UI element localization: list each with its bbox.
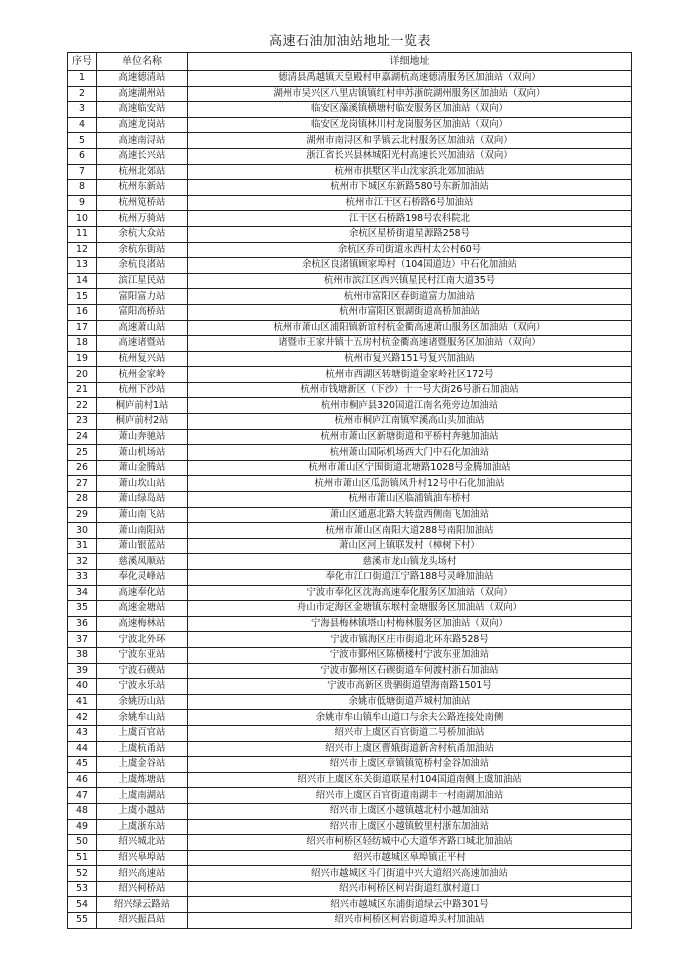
station-address: 杭州萧山国际机场西大门中石化加油站 — [188, 445, 632, 461]
station-name: 萧山机场站 — [97, 445, 188, 461]
row-index: 55 — [68, 913, 97, 929]
station-name: 高速梅林站 — [97, 616, 188, 632]
station-address: 杭州市萧山区浦阳镇新谊村杭金衢高速萧山服务区加油站（双向） — [188, 320, 632, 336]
station-name: 宁波东亚站 — [97, 647, 188, 663]
table-row — [68, 289, 632, 305]
table-row — [68, 616, 632, 632]
station-address: 绍兴市上虞区章镇镇笕桥村金谷加油站 — [188, 757, 632, 773]
station-name: 高速南浔站 — [97, 133, 188, 149]
row-index: 29 — [68, 507, 97, 523]
table-row — [68, 492, 632, 508]
station-name: 杭州东新站 — [97, 180, 188, 196]
table-row — [68, 881, 632, 897]
row-index: 24 — [68, 429, 97, 445]
row-index: 48 — [68, 803, 97, 819]
station-address: 绍兴市越城区斗门街道中兴大道绍兴高速加油站 — [188, 866, 632, 882]
station-name: 高速临安站 — [97, 102, 188, 118]
station-address: 绍兴市越城区皋埠镇正平村 — [188, 850, 632, 866]
table-row — [68, 273, 632, 289]
row-index: 9 — [68, 195, 97, 211]
station-address: 临安区龙岗镇林川村龙岗服务区加油站（双向） — [188, 117, 632, 133]
table-row — [68, 102, 632, 118]
row-index: 49 — [68, 819, 97, 835]
station-address: 奉化市江口街道江宁路188号灵峰加油站 — [188, 570, 632, 586]
table-row — [68, 320, 632, 336]
row-index: 38 — [68, 647, 97, 663]
table-row — [68, 117, 632, 133]
station-address: 诸暨市王家井镇十五房村杭金衢高速诸暨服务区加油站（双向） — [188, 336, 632, 352]
table-row — [68, 663, 632, 679]
station-name: 桐庐前村1站 — [97, 398, 188, 414]
row-index: 21 — [68, 382, 97, 398]
station-name: 高速金塘站 — [97, 601, 188, 617]
station-address: 绍兴市柯桥区柯岩街道埠头村加油站 — [188, 913, 632, 929]
station-name: 富阳高桥站 — [97, 304, 188, 320]
row-index: 53 — [68, 881, 97, 897]
station-name: 余杭东街站 — [97, 242, 188, 258]
station-name: 上虞杭甬站 — [97, 741, 188, 757]
table-row — [68, 367, 632, 383]
row-index: 20 — [68, 367, 97, 383]
station-address: 杭州市富阳区春街道富力加油站 — [188, 289, 632, 305]
table-row — [68, 741, 632, 757]
station-address: 绍兴市柯桥区轻纺城中心大道华齐路口城北加油站 — [188, 835, 632, 851]
station-address: 绍兴市上虞区百官街道南湖丰一村南湖加油站 — [188, 788, 632, 804]
table-row — [68, 460, 632, 476]
row-index: 31 — [68, 538, 97, 554]
row-index: 39 — [68, 663, 97, 679]
row-index: 30 — [68, 523, 97, 539]
row-index: 3 — [68, 102, 97, 118]
table-row — [68, 601, 632, 617]
row-index: 23 — [68, 414, 97, 430]
row-index: 34 — [68, 585, 97, 601]
row-index: 42 — [68, 710, 97, 726]
station-name: 萧山南阳站 — [97, 523, 188, 539]
row-index: 12 — [68, 242, 97, 258]
station-name: 高速龙岗站 — [97, 117, 188, 133]
table-row — [68, 304, 632, 320]
header-index: 序号 — [68, 53, 97, 71]
row-index: 26 — [68, 460, 97, 476]
station-address: 宁海县梅林镇塔山村梅林服务区加油站（双向） — [188, 616, 632, 632]
station-address: 杭州市滨江区西兴镇星民村江南大道35号 — [188, 273, 632, 289]
station-name: 奉化灵峰站 — [97, 570, 188, 586]
station-name: 上虞百官站 — [97, 725, 188, 741]
station-address: 杭州市富阳区银湖街道高桥加油站 — [188, 304, 632, 320]
station-name: 滨江星民站 — [97, 273, 188, 289]
station-name: 高速德清站 — [97, 71, 188, 87]
table-row — [68, 258, 632, 274]
table-row — [68, 71, 632, 87]
station-address: 萧山区河上镇联发村（樟树下村） — [188, 538, 632, 554]
row-index: 52 — [68, 866, 97, 882]
station-name: 上虞浙东站 — [97, 819, 188, 835]
station-name: 桐庐前村2站 — [97, 414, 188, 430]
station-address: 绍兴市柯桥区柯岩街道红旗村道口 — [188, 881, 632, 897]
station-address: 萧山区通惠北路大转盘西侧南飞加油站 — [188, 507, 632, 523]
row-index: 16 — [68, 304, 97, 320]
table-row — [68, 850, 632, 866]
station-name: 杭州笕桥站 — [97, 195, 188, 211]
station-address: 绍兴市上虞区小越镇越北村小越加油站 — [188, 803, 632, 819]
table-body — [68, 71, 632, 929]
station-address: 绍兴市上虞区百官街道二号桥加油站 — [188, 725, 632, 741]
header-address: 详细地址 — [188, 53, 632, 71]
table-row — [68, 757, 632, 773]
station-address: 绍兴市越城区东浦街道绿云中路301号 — [188, 897, 632, 913]
table-row — [68, 772, 632, 788]
station-address: 余姚市低塘街道芦城村加油站 — [188, 694, 632, 710]
station-address: 宁波市鄞州区陈横楼村宁波东亚加油站 — [188, 647, 632, 663]
table-row — [68, 866, 632, 882]
station-address: 江干区石桥路198号农科院北 — [188, 211, 632, 227]
station-address: 舟山市定海区金塘镇东堠村金塘服务区加油站（双向） — [188, 601, 632, 617]
station-address: 宁波市高新区贵驷街道望海南路1501号 — [188, 679, 632, 695]
table-row — [68, 476, 632, 492]
row-index: 28 — [68, 492, 97, 508]
table-row — [68, 523, 632, 539]
row-index: 36 — [68, 616, 97, 632]
row-index: 22 — [68, 398, 97, 414]
table-row — [68, 835, 632, 851]
row-index: 19 — [68, 351, 97, 367]
station-address: 杭州市萧山区瓜沥镇凤升村12号中石化加油站 — [188, 476, 632, 492]
table-row — [68, 679, 632, 695]
table-row — [68, 226, 632, 242]
row-index: 7 — [68, 164, 97, 180]
station-address: 杭州市拱墅区半山沈家浜北郊加油站 — [188, 164, 632, 180]
row-index: 4 — [68, 117, 97, 133]
table-row — [68, 148, 632, 164]
station-address: 杭州市桐庐县320国道江南名苑旁边加油站 — [188, 398, 632, 414]
station-name: 萧山南飞站 — [97, 507, 188, 523]
station-name: 绍兴皋埠站 — [97, 850, 188, 866]
station-address: 杭州市钱塘新区（下沙）十一号大街26号浙石加油站 — [188, 382, 632, 398]
table-row — [68, 647, 632, 663]
row-index: 50 — [68, 835, 97, 851]
table-row — [68, 585, 632, 601]
station-address: 余姚市牟山镇牟山道口与余夫公路连接处南侧 — [188, 710, 632, 726]
station-name: 高速诸暨站 — [97, 336, 188, 352]
table-row — [68, 819, 632, 835]
station-address: 浙江省长兴县林城阳光村高速长兴加油站（双向） — [188, 148, 632, 164]
station-address: 湖州市南浔区和孚镇云北村服务区加油站（双向） — [188, 133, 632, 149]
station-name: 绍兴城北站 — [97, 835, 188, 851]
station-name: 余姚牟山站 — [97, 710, 188, 726]
table-row — [68, 507, 632, 523]
table-row — [68, 554, 632, 570]
station-name: 宁波石碶站 — [97, 663, 188, 679]
table-row — [68, 164, 632, 180]
table-row — [68, 398, 632, 414]
station-name: 绍兴柯桥站 — [97, 881, 188, 897]
document-title: 高速石油加油站地址一览表 — [268, 34, 431, 49]
row-index: 8 — [68, 180, 97, 196]
table-row — [68, 694, 632, 710]
station-address: 宁波市奉化区沈海高速奉化服务区加油站（双向） — [188, 585, 632, 601]
station-address: 宁波市镇海区庄市街道北环东路528号 — [188, 632, 632, 648]
station-name: 萧山银蓝站 — [97, 538, 188, 554]
station-name: 慈溪凤顺站 — [97, 554, 188, 570]
station-name: 萧山奔驰站 — [97, 429, 188, 445]
station-name: 富阳富力站 — [97, 289, 188, 305]
station-address: 绍兴市上虞区东关街道联星村104国道南侧上虞加油站 — [188, 772, 632, 788]
table-row — [68, 414, 632, 430]
table-row — [68, 242, 632, 258]
row-index: 46 — [68, 772, 97, 788]
row-index: 41 — [68, 694, 97, 710]
row-index: 2 — [68, 86, 97, 102]
table-row — [68, 382, 632, 398]
station-address: 杭州市复兴路151号复兴加油站 — [188, 351, 632, 367]
row-index: 1 — [68, 71, 97, 87]
table-row — [68, 133, 632, 149]
table-row — [68, 897, 632, 913]
row-index: 6 — [68, 148, 97, 164]
row-index: 17 — [68, 320, 97, 336]
station-name: 杭州北郊站 — [97, 164, 188, 180]
table-header-row — [68, 53, 632, 71]
table-row — [68, 195, 632, 211]
row-index: 18 — [68, 336, 97, 352]
station-name: 绍兴高速站 — [97, 866, 188, 882]
station-name: 萧山金腾站 — [97, 460, 188, 476]
row-index: 51 — [68, 850, 97, 866]
table-row — [68, 180, 632, 196]
station-name: 宁波北外环 — [97, 632, 188, 648]
station-name: 高速奉化站 — [97, 585, 188, 601]
station-address: 德清县禹越镇天皇殿村申嘉湖杭高速德清服务区加油站（双向） — [188, 71, 632, 87]
row-index: 54 — [68, 897, 97, 913]
station-name: 余杭大众站 — [97, 226, 188, 242]
row-index: 47 — [68, 788, 97, 804]
station-address: 杭州市下城区东新路580号东新加油站 — [188, 180, 632, 196]
station-table — [67, 52, 632, 929]
table-row — [68, 632, 632, 648]
station-name: 余杭良渚站 — [97, 258, 188, 274]
station-address: 绍兴市上虞区小越镇鮫里村浙东加油站 — [188, 819, 632, 835]
table-row — [68, 445, 632, 461]
station-name: 高速湖州站 — [97, 86, 188, 102]
row-index: 43 — [68, 725, 97, 741]
station-name: 高速萧山站 — [97, 320, 188, 336]
station-name: 上虞小越站 — [97, 803, 188, 819]
station-name: 杭州下沙站 — [97, 382, 188, 398]
table-row — [68, 86, 632, 102]
table-row — [68, 336, 632, 352]
station-name: 杭州万骑站 — [97, 211, 188, 227]
station-name: 上虞金谷站 — [97, 757, 188, 773]
row-index: 14 — [68, 273, 97, 289]
station-address: 宁波市鄞州区石碶街道车何渡村浙石加油站 — [188, 663, 632, 679]
table-row — [68, 913, 632, 929]
row-index: 25 — [68, 445, 97, 461]
station-name: 高速长兴站 — [97, 148, 188, 164]
station-name: 上虞炼塘站 — [97, 772, 188, 788]
station-address: 杭州市萧山区临浦镇油车桥村 — [188, 492, 632, 508]
row-index: 11 — [68, 226, 97, 242]
station-name: 萧山绿岛站 — [97, 492, 188, 508]
station-name: 杭州复兴站 — [97, 351, 188, 367]
table-row — [68, 429, 632, 445]
table-row — [68, 351, 632, 367]
station-address: 余杭区良渚镇顾家埠村（104国道边）中石化加油站 — [188, 258, 632, 274]
station-address: 绍兴市上虞区曹娥街道新舍村杭甬加油站 — [188, 741, 632, 757]
row-index: 5 — [68, 133, 97, 149]
station-name: 宁波永乐站 — [97, 679, 188, 695]
station-name: 上虞南湖站 — [97, 788, 188, 804]
station-name: 绍兴振昌站 — [97, 913, 188, 929]
table-row — [68, 570, 632, 586]
table-row — [68, 538, 632, 554]
station-address: 慈溪市龙山镇龙头场村 — [188, 554, 632, 570]
station-name: 余姚历山站 — [97, 694, 188, 710]
row-index: 27 — [68, 476, 97, 492]
row-index: 15 — [68, 289, 97, 305]
table-row — [68, 725, 632, 741]
table-row — [68, 710, 632, 726]
station-address: 杭州市桐庐江南镇窄溪高山头加油站 — [188, 414, 632, 430]
station-name: 杭州金家岭 — [97, 367, 188, 383]
row-index: 35 — [68, 601, 97, 617]
station-address: 杭州市西湖区转塘街道金家岭社区172号 — [188, 367, 632, 383]
table-row — [68, 788, 632, 804]
row-index: 40 — [68, 679, 97, 695]
station-address: 临安区藻溪镇横塘村临安服务区加油站（双向） — [188, 102, 632, 118]
station-name: 绍兴绿云路站 — [97, 897, 188, 913]
table-row — [68, 211, 632, 227]
row-index: 32 — [68, 554, 97, 570]
station-address: 湖州市吴兴区八里店镇镇红村申苏浙皖湖州服务区加油站（双向） — [188, 86, 632, 102]
station-address: 余杭区乔司街道永西村太公村60号 — [188, 242, 632, 258]
station-address: 杭州市萧山区新塘街道和平桥村奔驰加油站 — [188, 429, 632, 445]
station-address: 杭州市萧山区南阳大道288号南阳加油站 — [188, 523, 632, 539]
station-name: 萧山坎山站 — [97, 476, 188, 492]
station-address: 杭州市江干区石桥路6号加油站 — [188, 195, 632, 211]
row-index: 45 — [68, 757, 97, 773]
station-address: 杭州市萧山区宁围街道北塘路1028号金腾加油站 — [188, 460, 632, 476]
station-address: 余杭区星桥街道星源路258号 — [188, 226, 632, 242]
row-index: 13 — [68, 258, 97, 274]
row-index: 33 — [68, 570, 97, 586]
row-index: 37 — [68, 632, 97, 648]
row-index: 44 — [68, 741, 97, 757]
table-row — [68, 803, 632, 819]
row-index: 10 — [68, 211, 97, 227]
header-name: 单位名称 — [97, 53, 188, 71]
